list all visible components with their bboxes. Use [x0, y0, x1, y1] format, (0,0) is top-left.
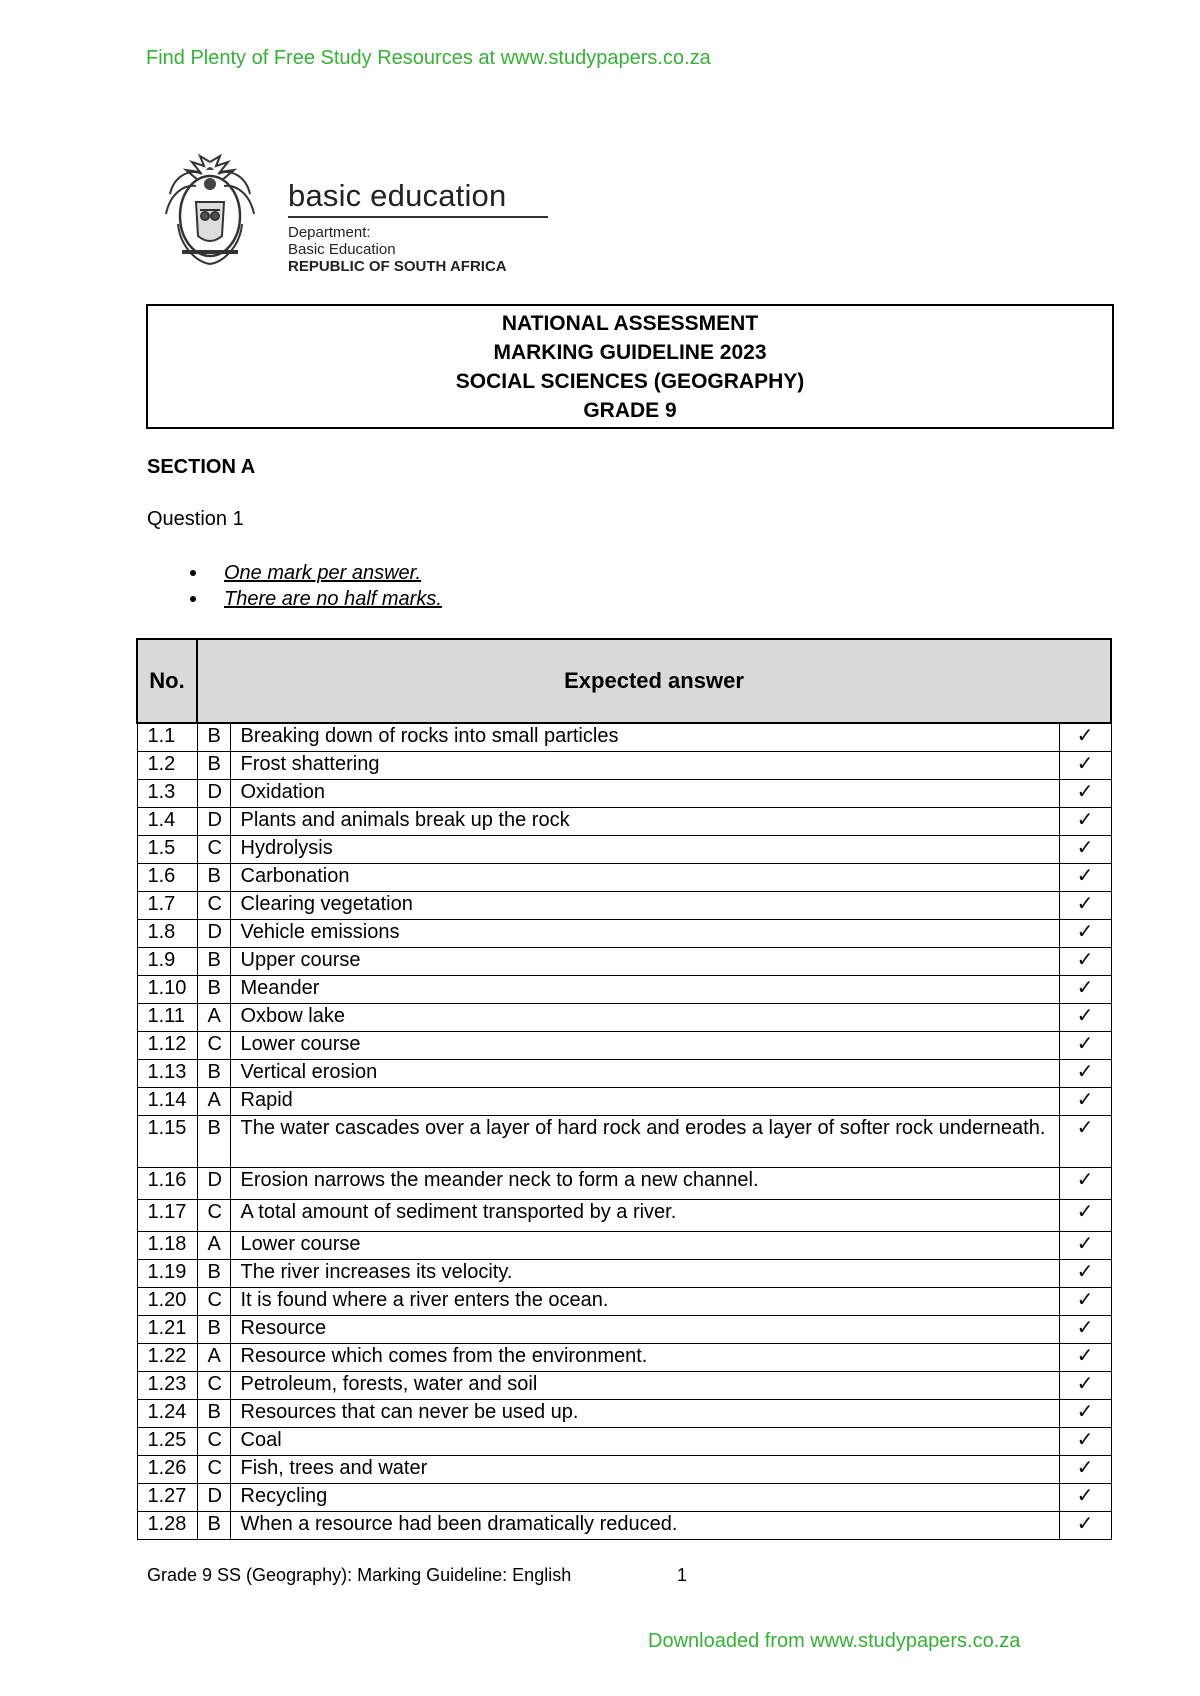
check-icon: ✓	[1059, 1287, 1111, 1315]
row-number: 1.16	[137, 1167, 197, 1199]
row-letter: D	[197, 807, 230, 835]
row-answer: When a resource had been dramatically reduced.	[230, 1511, 1059, 1539]
table-row	[137, 863, 1111, 891]
bullet-icon	[190, 570, 196, 576]
row-letter: C	[197, 1427, 230, 1455]
row-number: 1.12	[137, 1031, 197, 1059]
check-icon: ✓	[1059, 1483, 1111, 1511]
row-letter: A	[197, 1343, 230, 1371]
row-answer: Rapid	[230, 1087, 1059, 1115]
row-letter: C	[197, 1287, 230, 1315]
table-row	[137, 723, 1111, 751]
table-row	[137, 1059, 1111, 1087]
check-icon: ✓	[1059, 807, 1111, 835]
row-letter: C	[197, 891, 230, 919]
row-letter: D	[197, 1483, 230, 1511]
row-letter: B	[197, 1259, 230, 1287]
table-row	[137, 1315, 1111, 1343]
check-icon: ✓	[1059, 975, 1111, 1003]
row-letter: B	[197, 1059, 230, 1087]
logo-department-name: Basic Education	[288, 241, 396, 258]
row-answer: Recycling	[230, 1483, 1059, 1511]
check-icon: ✓	[1059, 863, 1111, 891]
instruction-item	[190, 586, 442, 612]
row-answer: Resource	[230, 1315, 1059, 1343]
check-icon: ✓	[1059, 1115, 1111, 1167]
table-row	[137, 947, 1111, 975]
row-answer: Vertical erosion	[230, 1059, 1059, 1087]
check-icon: ✓	[1059, 1231, 1111, 1259]
row-number: 1.20	[137, 1287, 197, 1315]
table-row	[137, 1167, 1111, 1199]
row-letter: C	[197, 1031, 230, 1059]
table-row	[137, 1371, 1111, 1399]
instruction-item	[190, 560, 442, 586]
row-answer: Fish, trees and water	[230, 1455, 1059, 1483]
table-row	[137, 919, 1111, 947]
row-letter: B	[197, 723, 230, 751]
table-row	[137, 1231, 1111, 1259]
instruction-text: One mark per answer.	[224, 561, 422, 584]
row-letter: B	[197, 1315, 230, 1343]
title-line-2: MARKING GUIDELINE 2023	[493, 340, 767, 364]
row-letter: B	[197, 751, 230, 779]
header-no: No.	[137, 639, 197, 723]
row-number: 1.14	[137, 1087, 197, 1115]
row-letter: B	[197, 1399, 230, 1427]
table-row	[137, 975, 1111, 1003]
check-icon: ✓	[1059, 779, 1111, 807]
check-icon: ✓	[1059, 1427, 1111, 1455]
table-header-row	[137, 639, 1111, 723]
table-row	[137, 891, 1111, 919]
check-icon: ✓	[1059, 1343, 1111, 1371]
table-row	[137, 1087, 1111, 1115]
check-icon: ✓	[1059, 751, 1111, 779]
bottom-banner: Downloaded from www.studypapers.co.za	[648, 1630, 1021, 1652]
row-number: 1.15	[137, 1115, 197, 1167]
row-answer: The river increases its velocity.	[230, 1259, 1059, 1287]
row-number: 1.10	[137, 975, 197, 1003]
title-line-3: SOCIAL SCIENCES (GEOGRAPHY)	[455, 369, 805, 393]
row-letter: B	[197, 1115, 230, 1167]
row-letter: C	[197, 1455, 230, 1483]
check-icon: ✓	[1059, 1003, 1111, 1031]
table-row	[137, 1399, 1111, 1427]
row-number: 1.18	[137, 1231, 197, 1259]
row-answer: Petroleum, forests, water and soil	[230, 1371, 1059, 1399]
row-number: 1.11	[137, 1003, 197, 1031]
table-row	[137, 835, 1111, 863]
check-icon: ✓	[1059, 1031, 1111, 1059]
table-row	[137, 1259, 1111, 1287]
row-letter: B	[197, 975, 230, 1003]
row-number: 1.19	[137, 1259, 197, 1287]
check-icon: ✓	[1059, 1511, 1111, 1539]
check-icon: ✓	[1059, 1399, 1111, 1427]
row-answer: Hydrolysis	[230, 835, 1059, 863]
row-answer: Oxidation	[230, 779, 1059, 807]
row-answer: Erosion narrows the meander neck to form a new channel.	[230, 1167, 1059, 1199]
instruction-list	[190, 560, 442, 612]
row-answer: Resource which comes from the environment.	[230, 1343, 1059, 1371]
row-letter: C	[197, 1199, 230, 1231]
row-number: 1.26	[137, 1455, 197, 1483]
logo-divider	[288, 216, 548, 218]
instruction-text: There are no half marks.	[224, 587, 442, 610]
table-row	[137, 1483, 1111, 1511]
logo-title: basic education	[288, 178, 507, 213]
section-heading: SECTION A	[147, 456, 256, 478]
row-number: 1.23	[137, 1371, 197, 1399]
row-number: 1.22	[137, 1343, 197, 1371]
table-row	[137, 807, 1111, 835]
row-letter: D	[197, 1167, 230, 1199]
row-answer: Vehicle emissions	[230, 919, 1059, 947]
check-icon: ✓	[1059, 1259, 1111, 1287]
row-answer: Upper course	[230, 947, 1059, 975]
row-letter: D	[197, 919, 230, 947]
check-icon: ✓	[1059, 1087, 1111, 1115]
row-number: 1.25	[137, 1427, 197, 1455]
table-row	[137, 1427, 1111, 1455]
table-row	[137, 779, 1111, 807]
row-letter: B	[197, 863, 230, 891]
row-number: 1.1	[137, 723, 197, 751]
logo-country: REPUBLIC OF SOUTH AFRICA	[288, 258, 507, 275]
row-letter: D	[197, 779, 230, 807]
answer-table	[136, 638, 1112, 1540]
row-number: 1.3	[137, 779, 197, 807]
row-answer: Coal	[230, 1427, 1059, 1455]
table-body	[137, 723, 1111, 1539]
table-row	[137, 1031, 1111, 1059]
row-number: 1.5	[137, 835, 197, 863]
row-answer: Lower course	[230, 1031, 1059, 1059]
table-row	[137, 1455, 1111, 1483]
table-row	[137, 1003, 1111, 1031]
row-answer: Oxbow lake	[230, 1003, 1059, 1031]
row-letter: C	[197, 835, 230, 863]
check-icon: ✓	[1059, 1371, 1111, 1399]
row-answer: Breaking down of rocks into small particles	[230, 723, 1059, 751]
table-row	[137, 1343, 1111, 1371]
title-line-4: GRADE 9	[583, 398, 677, 422]
check-icon: ✓	[1059, 1315, 1111, 1343]
check-icon: ✓	[1059, 723, 1111, 751]
row-answer: Frost shattering	[230, 751, 1059, 779]
check-icon: ✓	[1059, 1167, 1111, 1199]
row-answer: A total amount of sediment transported by a river.	[230, 1199, 1059, 1231]
check-icon: ✓	[1059, 1455, 1111, 1483]
table-row	[137, 1511, 1111, 1539]
row-letter: B	[197, 1511, 230, 1539]
table-row	[137, 1199, 1111, 1231]
row-number: 1.21	[137, 1315, 197, 1343]
row-answer: Meander	[230, 975, 1059, 1003]
row-number: 1.17	[137, 1199, 197, 1231]
row-letter: A	[197, 1003, 230, 1031]
row-number: 1.4	[137, 807, 197, 835]
check-icon: ✓	[1059, 1059, 1111, 1087]
row-answer: It is found where a river enters the ocean.	[230, 1287, 1059, 1315]
table-row	[137, 1287, 1111, 1315]
row-answer: Resources that can never be used up.	[230, 1399, 1059, 1427]
row-number: 1.8	[137, 919, 197, 947]
row-number: 1.28	[137, 1511, 197, 1539]
table-row	[137, 751, 1111, 779]
row-answer: Lower course	[230, 1231, 1059, 1259]
row-letter: A	[197, 1231, 230, 1259]
top-banner: Find Plenty of Free Study Resources at www.studypapers.co.za	[146, 47, 711, 69]
question-label: Question 1	[147, 508, 244, 530]
bullet-icon	[190, 596, 196, 602]
check-icon: ✓	[1059, 947, 1111, 975]
row-number: 1.6	[137, 863, 197, 891]
check-icon: ✓	[1059, 835, 1111, 863]
table-row	[137, 1115, 1111, 1167]
footer-text: Grade 9 SS (Geography): Marking Guideline: English	[147, 1565, 572, 1585]
row-letter: B	[197, 947, 230, 975]
page-number: 1	[677, 1565, 688, 1585]
row-number: 1.2	[137, 751, 197, 779]
row-number: 1.9	[137, 947, 197, 975]
check-icon: ✓	[1059, 919, 1111, 947]
row-number: 1.7	[137, 891, 197, 919]
header-expected-answer: Expected answer	[197, 639, 1111, 723]
row-number: 1.24	[137, 1399, 197, 1427]
check-icon: ✓	[1059, 1199, 1111, 1231]
logo-text-block	[288, 178, 548, 275]
row-number: 1.27	[137, 1483, 197, 1511]
title-box	[146, 304, 1114, 429]
row-answer: The water cascades over a layer of hard rock and erodes a layer of softer rock underneath.	[230, 1115, 1059, 1167]
row-letter: C	[197, 1371, 230, 1399]
row-answer: Clearing vegetation	[230, 891, 1059, 919]
row-letter: A	[197, 1087, 230, 1115]
coat-of-arms-logo	[160, 154, 260, 274]
logo-department-label: Department:	[288, 224, 371, 241]
title-line-1: NATIONAL ASSESSMENT	[501, 311, 759, 335]
check-icon: ✓	[1059, 891, 1111, 919]
row-answer: Carbonation	[230, 863, 1059, 891]
row-number: 1.13	[137, 1059, 197, 1087]
row-answer: Plants and animals break up the rock	[230, 807, 1059, 835]
